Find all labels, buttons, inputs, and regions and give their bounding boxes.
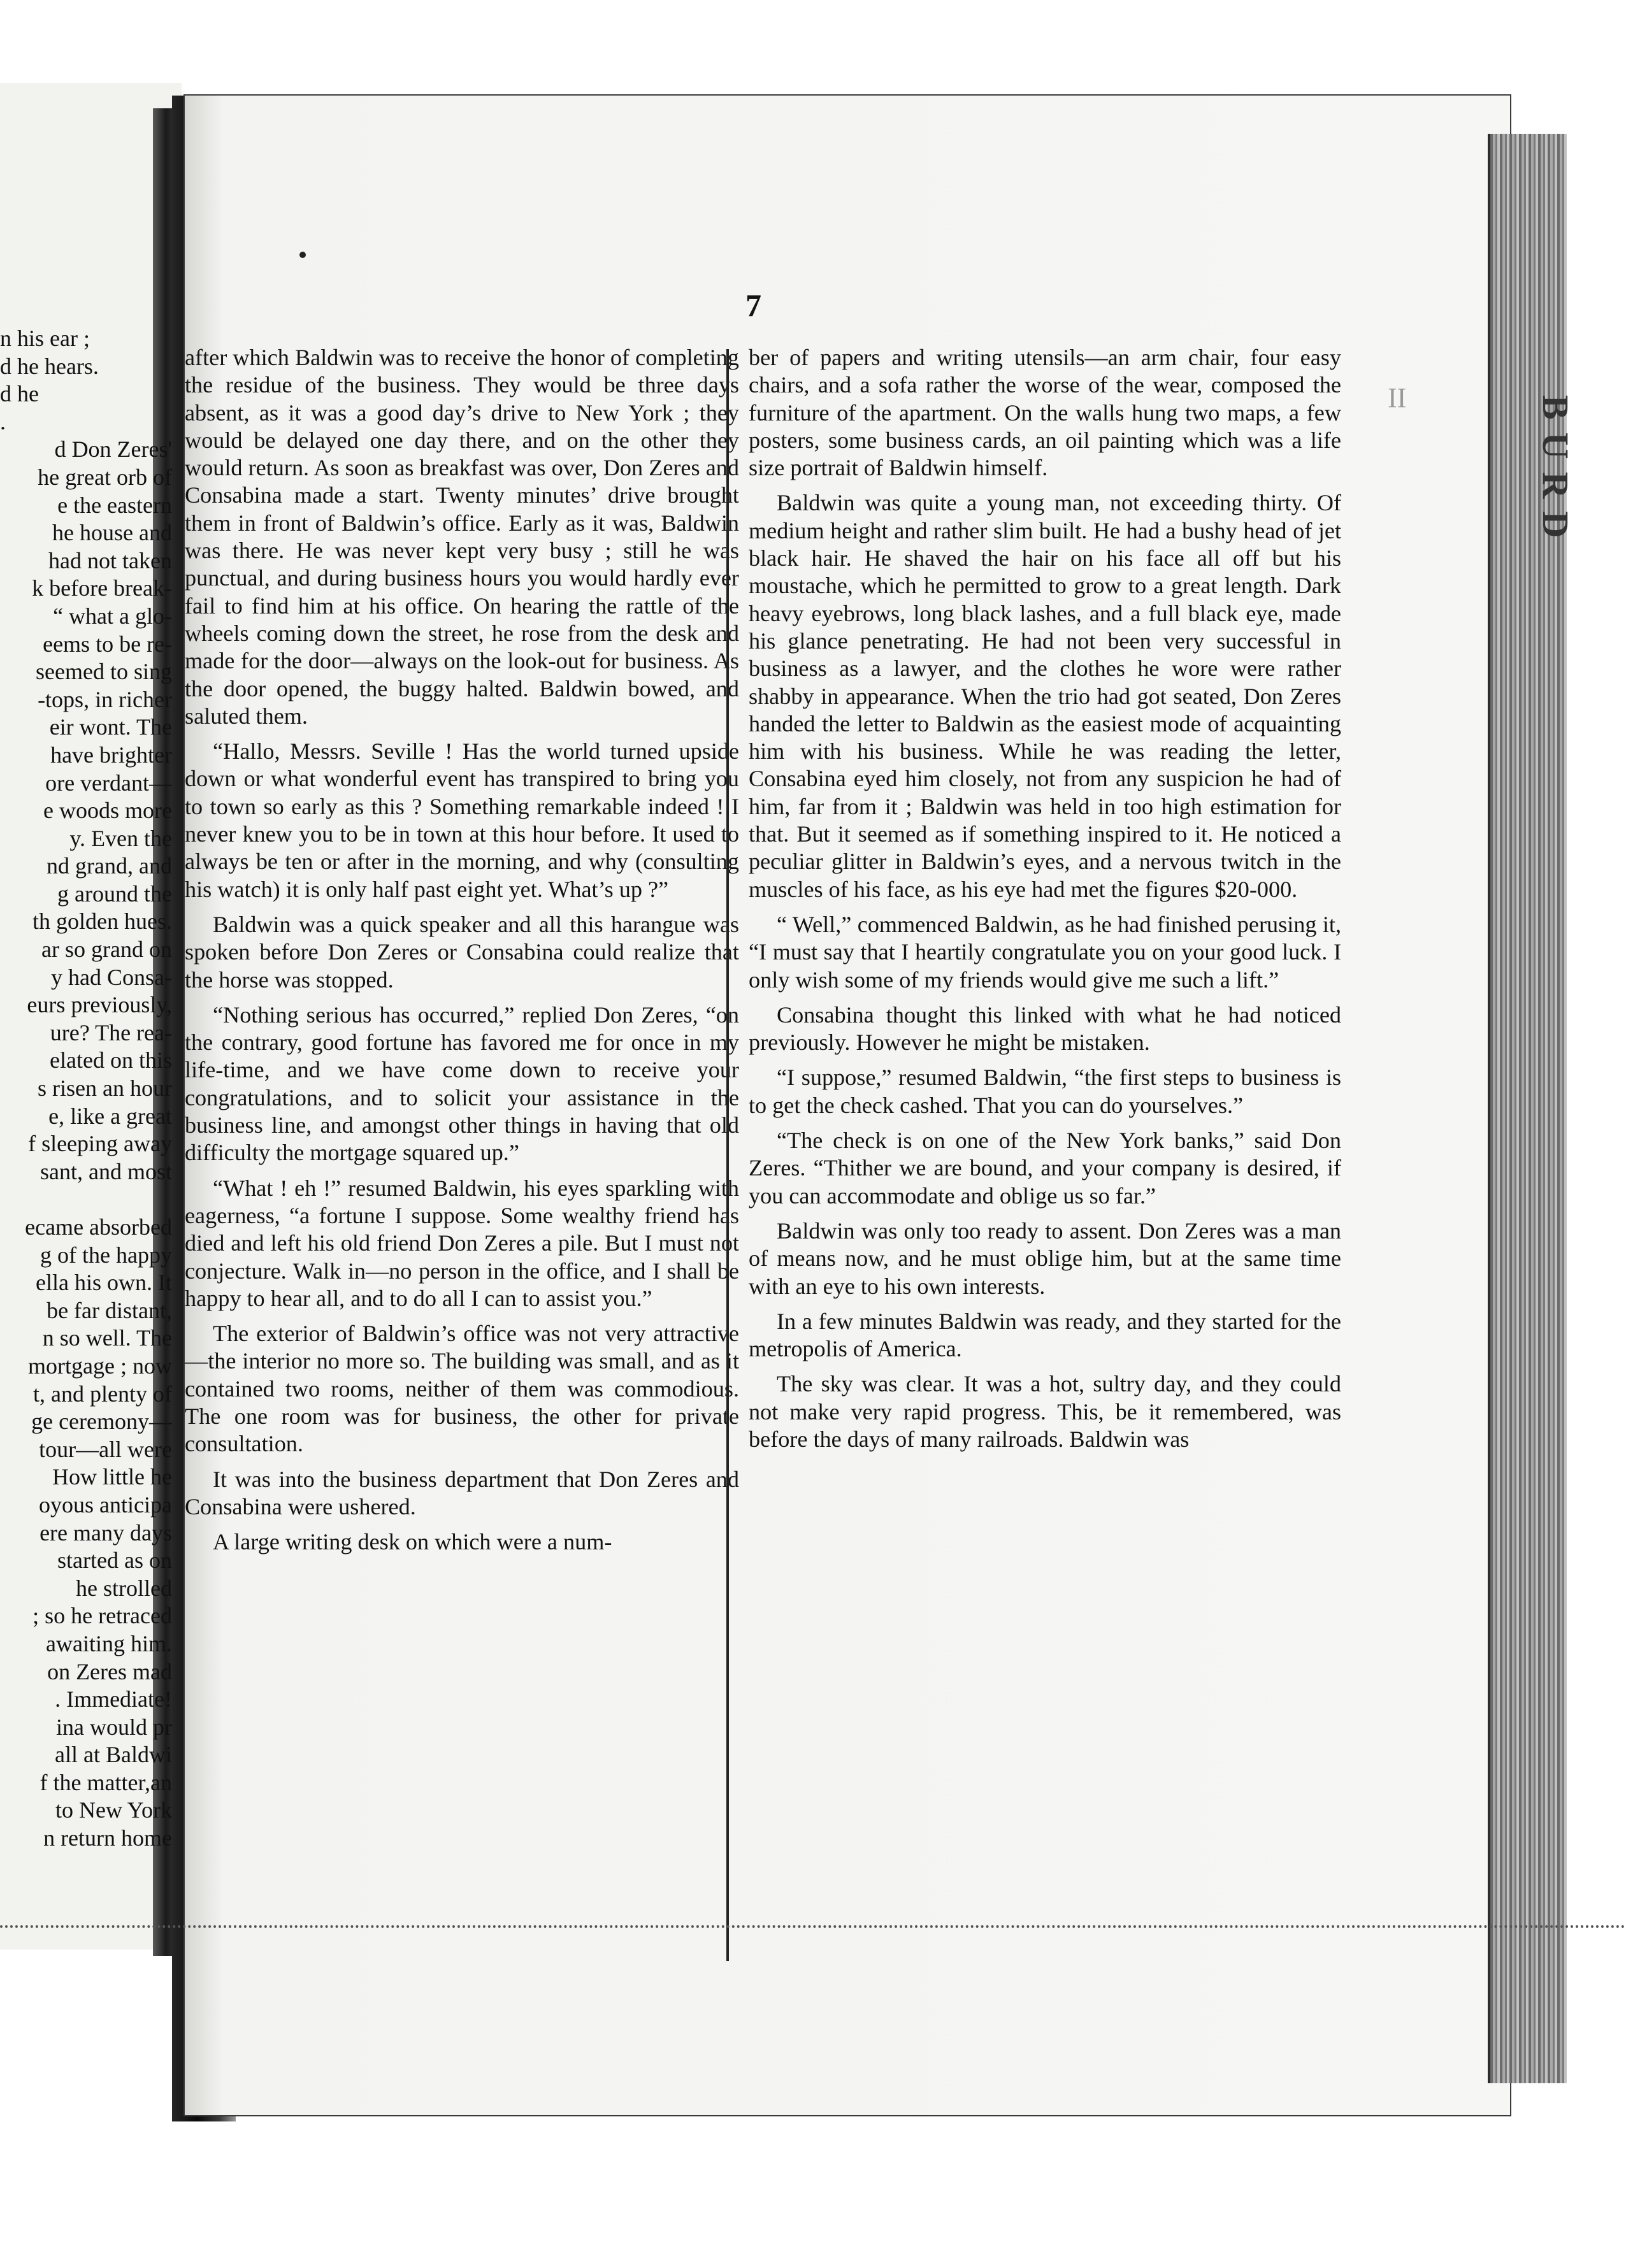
ink-dot xyxy=(299,252,306,258)
left-fragment-line: g of the happy xyxy=(40,1242,172,1268)
text-column-left xyxy=(185,344,739,1563)
paragraph: “The check is on one of the New York banks,” said Don Zeres. “Thither we are bound, and your company is desired, if you can accommodate and oblige us so far.” xyxy=(749,1128,1341,1209)
left-fragment-line: all at Baldwi xyxy=(55,1742,172,1768)
paragraph: Baldwin was only too ready to assent. Don Zeres was a man of means now, and he must oblige him, but at the same time with an eye to his own interests. xyxy=(749,1217,1341,1299)
paragraph: Baldwin was quite a young man, not exceeding thirty. Of medium height and rather slim built. He had a bushy head of jet black hair. He shaved the hair on his face all off but his moustache, which he permitted to grow to a great length. Dark heavy eyebrows, long black lashes, and a full black eye, made his glance penetrating. He had not been very successful in business as a lawyer, and the clothes he wore were rather shabby in appearance. When the trio had got seated, Don Zeres handed the letter to Baldwin as the easiest mode of acquainting him with his business. While he was reading the letter, Consabina eyed him closely, not from any suspicion he had of him, far from it ; Baldwin was held in too high estimation for that. But it seemed as if something inspired to it. He noticed a peculiar glitter in Baldwin’s eyes, and a nervous twitch in the muscles of his face, as his eye had met the figures $20-000. xyxy=(749,490,1341,902)
left-fragment-line: eir wont. The xyxy=(49,714,172,740)
left-fragment-line: he house and xyxy=(52,520,172,546)
left-fragment-line: eems to be re- xyxy=(43,631,172,657)
column-divider xyxy=(726,349,729,1961)
left-fragment-line: . xyxy=(0,408,6,434)
paragraph: “What ! eh !” resumed Baldwin, his eyes sparkling with eagerness, “a fortune I suppose. Some wealthy friend has died and left his old friend Don Zeres a pile. But I must not conjecture. Walk in—no person in the office, and I shall be happy to hear all, and to do all I can to assist you.” xyxy=(185,1175,739,1311)
left-fragment-line: y. Even the xyxy=(69,825,172,851)
left-fragment-line: ar so grand on xyxy=(41,937,172,963)
left-fragment-line: oyous anticipa xyxy=(39,1491,172,1518)
left-fragment-line: t, and plenty of xyxy=(33,1381,172,1407)
left-fragment-line: n return home xyxy=(43,1825,172,1851)
left-fragment-line: tour—all were xyxy=(39,1436,172,1462)
left-fragment-line: ; so he retraced xyxy=(32,1603,172,1629)
left-fragment-line: awaiting him. xyxy=(46,1630,172,1656)
left-fragment-line: “ what a glo- xyxy=(53,603,172,629)
left-fragment-line: e, like a great xyxy=(48,1103,172,1129)
page-number: 7 xyxy=(745,287,761,323)
left-fragment-line: ure? The rea- xyxy=(50,1019,172,1045)
left-fragment-line: y had Consa- xyxy=(51,964,172,990)
page-edge-lettering xyxy=(1558,395,1577,968)
left-fragment-line: ella his own. It xyxy=(36,1270,172,1296)
paragraph: “Nothing serious has occurred,” replied Don Zeres, “on the contrary, good fortune has favored me for once in my life-time, and we have come down to receive your congratulations, and to solicit your assistance in the business line, and amongst other things in having that old difficulty the mortgage squared up.” xyxy=(185,1001,739,1166)
paragraph: Baldwin was a quick speaker and all this harangue was spoken before Don Zeres or Consabina could realize that the horse was stopped. xyxy=(185,911,739,993)
left-fragment-line: e woods more xyxy=(43,798,172,824)
paragraph: “I suppose,” resumed Baldwin, “the first steps to business is to get the check cashed. That you can do yourselves.” xyxy=(749,1065,1341,1118)
left-fragment-line: f sleeping away xyxy=(28,1131,172,1157)
left-fragment-line: ere many days xyxy=(40,1519,172,1546)
left-fragment-line: f the matter,an xyxy=(40,1769,172,1795)
paragraph: In a few minutes Baldwin was ready, and they started for the metropolis of America. xyxy=(749,1308,1341,1362)
left-fragment-line: have brighter xyxy=(50,742,172,768)
left-fragment-line: ecame absorbed xyxy=(25,1214,172,1240)
left-fragment-line: s risen an hour xyxy=(38,1075,172,1102)
left-fragment-line: n so well. The xyxy=(42,1325,172,1351)
left-fragment-line: k before break- xyxy=(32,575,172,601)
paragraph: “ Well,” commenced Baldwin, as he had finished perusing it, “I must say that I heartily congratulate you on your good luck. I only wish some of my friends would give me such a lift.” xyxy=(749,911,1341,993)
left-fragment-line: mortgage ; now xyxy=(28,1353,172,1379)
text-column-right xyxy=(749,344,1341,1461)
left-fragment-line: be far distant, xyxy=(47,1297,172,1323)
left-fragment-line: on Zeres mad xyxy=(47,1658,172,1684)
left-fragment-line: d he hears. xyxy=(0,353,99,379)
left-fragment-line: started as on xyxy=(57,1547,172,1574)
left-fragment-line: elated on this xyxy=(50,1047,172,1073)
left-fragment-line: . Immediate! xyxy=(55,1686,172,1712)
paragraph: It was into the business department that Don Zeres and Consabina were ushered. xyxy=(185,1466,739,1519)
left-fragment-line: to New York xyxy=(55,1797,172,1823)
scan-crop-line xyxy=(0,1925,1626,1928)
left-fragment-line: d he xyxy=(0,381,39,407)
left-fragment-line: ina would pr xyxy=(56,1714,172,1740)
left-fragment-line: ge ceremony— xyxy=(31,1409,172,1435)
left-fragment-line: How little he xyxy=(52,1464,172,1490)
left-fragment-line: n his ear ; xyxy=(0,326,90,351)
left-fragment-line: eurs previously, xyxy=(27,992,172,1018)
left-fragment-line: seemed to sing xyxy=(36,659,172,685)
left-fragment-line: ore verdant— xyxy=(45,770,172,796)
paragraph: ber of papers and writing utensils—an arm chair, four easy chairs, and a sofa rather the worse of the wear, composed the furniture of the apartment. On the walls hung two maps, a few posters, some business cards, an oil painting which was a life size portrait of Baldwin himself. xyxy=(749,345,1341,481)
paragraph: after which Baldwin was to receive the honor of completing the residue of the business. They would be three days absent, as it was a good day’s drive to New York ; they would be delayed one day there, and on the other they would return. As soon as breakfast was over, Don Zeres and Consabina made a start. Twenty minutes’ drive brought them in front of Baldwin’s office. Early as it was, Baldwin was there. He was never kept very busy ; still he was punctual, and during business hours you would hardly ever fail to find him at his office. On hearing the rattle of the wheels coming down the street, he rose from the desk and made for the door—always on the look-out for business. As the door opened, the buggy halted. Baldwin bowed, and saluted them. xyxy=(185,345,739,729)
left-fragment-line xyxy=(0,1186,172,1214)
left-fragment-line: d Don Zeres' xyxy=(54,436,172,463)
left-page-text-fragments xyxy=(0,325,172,1853)
left-fragment-line: had not taken xyxy=(48,547,172,573)
left-fragment-line: th golden hues. xyxy=(32,908,172,935)
left-fragment-line: e the eastern xyxy=(57,492,172,518)
paragraph: “Hallo, Messrs. Seville ! Has the world turned upside down or what wonderful event has transpired to bring you to town so early as this ? Something remarkable indeed ! I never knew you to be in town at this hour before. It used to always be ten or after in the morning, and why (consulting his watch) it is only half past eight yet. What’s up ?” xyxy=(185,738,739,902)
paragraph: The sky was clear. It was a hot, sultry day, and they could not make very rapid progress. This, be it remembered, was before the days of many railroads. Baldwin was xyxy=(749,1371,1341,1452)
left-fragment-line: he great orb of xyxy=(38,464,172,490)
left-fragment-line: -tops, in richer xyxy=(38,686,172,712)
paragraph: A large writing desk on which were a num- xyxy=(213,1529,612,1555)
left-fragment-line: nd grand, and xyxy=(47,853,172,879)
paragraph: The exterior of Baldwin’s office was not very attractive—the interior no more so. The building was small, and as it contained two rooms, neither of them was commodious. The one room was for business, the other for private consultation. xyxy=(185,1321,739,1457)
left-fragment-line: g around the xyxy=(57,880,172,907)
stray-mark: II xyxy=(1388,382,1407,413)
left-fragment-line: he strolled xyxy=(76,1575,172,1601)
paragraph: Consabina thought this linked with what he had noticed previously. However he might be mistaken. xyxy=(749,1001,1341,1056)
left-fragment-line: sant, and most xyxy=(40,1158,172,1184)
